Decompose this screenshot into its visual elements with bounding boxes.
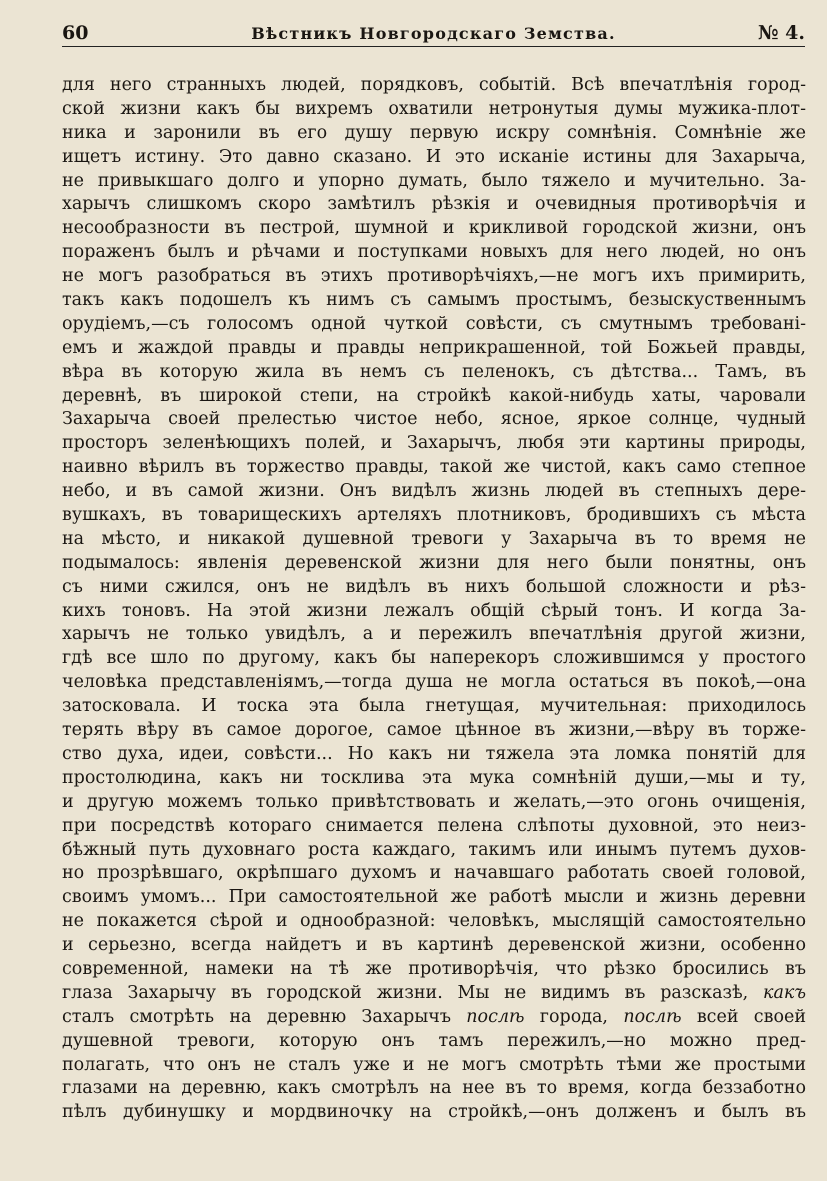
text-line: не покажется сѣрой и однообразной: человѣкъ, мыслящій самостоятельно (62, 911, 806, 932)
text-line: и другую можемъ только привѣтствовать и желать,—это огонь очищенія, (62, 791, 806, 812)
text-line: не могъ разобраться въ этихъ противорѣчіяхъ,—не могъ ихъ примирить, (62, 266, 806, 287)
text-line: несообразности въ пестрой, шумной и крикливой городской жизни, онъ (62, 218, 806, 239)
body-text (62, 74, 806, 1125)
text-line: бѣжный путь духовнаго роста каждаго, такимъ или инымъ путемъ духов- (62, 839, 806, 860)
page-number: 60 (62, 22, 89, 44)
text-line: но прозрѣвшаго, окрѣпшаго духомъ и начавшаго работать своей головой, (62, 863, 806, 884)
text-line: просторъ зеленѣющихъ полей, и Захарычъ, любя эти картины природы, (62, 433, 806, 454)
text-line: ищетъ истину. Это давно сказано. И это исканіе истины для Захарыча, (62, 146, 806, 167)
running-header (62, 18, 805, 48)
header-rule (62, 46, 805, 47)
text-line: терять вѣру въ самое дорогое, самое цѣнное въ жизни,—вѣру въ торже- (62, 720, 806, 741)
text-line: харычъ слишкомъ скоро замѣтилъ рѣзкія и очевидныя противорѣчія и (62, 194, 806, 215)
text-line: современной, намеки на тѣ же противорѣчія, что рѣзко бросились въ (62, 958, 806, 979)
text-line: затосковала. И тоска эта была гнетущая, мучительная: приходилось (62, 696, 806, 717)
text-line: деревнѣ, въ широкой степи, на стройкѣ какой-нибудь хаты, чаровали (62, 385, 806, 406)
text-line: кихъ тоновъ. На этой жизни лежалъ общій сѣрый тонъ. И когда За- (62, 600, 806, 621)
text-line: подымалось: явленія деревенской жизни для него были понятны, онъ (62, 552, 806, 573)
text-line: Захарыча своей прелестью чистое небо, ясное, яркое солнце, чудный (62, 409, 806, 430)
text-line: для него странныхъ людей, порядковъ, событій. Всѣ впечатлѣнія город- (62, 75, 806, 95)
text-line: своимъ умомъ... При самостоятельной же работѣ мысли и жизнь деревни (62, 887, 806, 908)
text-line: глазами на деревню, какъ смотрѣлъ на нее въ то время, когда беззаботно (62, 1078, 806, 1099)
text-line: такъ какъ подошелъ къ нимъ съ самымъ простымъ, безыскуственнымъ (62, 290, 806, 311)
text-line: наивно вѣрилъ въ торжество правды, такой же чистой, какъ само степное (62, 457, 806, 478)
text-line: полагать, что онъ не сталъ уже и не могъ смотрѣть тѣми же простыми (62, 1054, 806, 1075)
text-line: глаза Захарычу въ городской жизни. Мы не видимъ въ разсказѣ, какъ (62, 982, 806, 1003)
journal-title: Вѣстникъ Новгородскаго Земства. (251, 24, 616, 43)
text-line: ника и заронили въ его душу первую искру сомнѣнія. Сомнѣніе же (62, 122, 806, 143)
text-line: и серьезно, всегда найдетъ и въ картинѣ деревенской жизни, особенно (62, 935, 806, 956)
text-line: простолюдина, какъ ни тосклива эта мука сомнѣній души,—мы и ту, (62, 767, 806, 788)
text-line: емъ и жаждой правды и правды неприкрашенной, той Божьей правды, (62, 337, 806, 358)
text-line: харычъ не только увидѣлъ, а и пережилъ впечатлѣнія другой жизни, (62, 624, 806, 645)
text-line: съ ними сжился, онъ не видѣлъ въ нихъ большой сложности и рѣз- (62, 576, 806, 597)
text-line: вушкахъ, въ товарищескихъ артеляхъ плотниковъ, бродившихъ съ мѣста (62, 505, 806, 526)
text-line: сталъ смотрѣть на деревню Захарычъ послѣ города, послѣ всей своей (62, 1006, 806, 1027)
text-line: на мѣсто, и никакой душевной тревоги у Захарыча въ то время не (62, 528, 806, 549)
text-line: орудіемъ,—съ голосомъ одной чуткой совѣсти, съ смутнымъ требовані- (62, 313, 806, 334)
text-line: вѣра въ которую жила въ немъ съ пеленокъ, съ дѣтства... Тамъ, въ (62, 361, 806, 382)
issue-number: № 4. (757, 22, 805, 44)
text-line: при посредствѣ котораго снимается пелена слѣпоты духовной, это неиз- (62, 815, 806, 836)
text-line: человѣка представленіямъ,—тогда душа не могла остаться въ покоѣ,—она (62, 672, 806, 693)
text-line: не привыкшаго долго и упорно думать, было тяжело и мучительно. За- (62, 170, 806, 191)
text-line: ство духа, идеи, совѣсти... Но какъ ни тяжела эта ломка понятій для (62, 743, 806, 764)
text-line: пораженъ былъ и рѣчами и поступками новыхъ для него людей, но онъ (62, 242, 806, 263)
text-line: гдѣ все шло по другому, какъ бы наперекоръ сложившимся у простого (62, 648, 806, 669)
text-line: ской жизни какъ бы вихремъ охватили нетронутыя думы мужика-плот- (62, 98, 806, 119)
text-line: пѣлъ дубинушку и мордвиночку на стройкѣ,—онъ долженъ и былъ въ (62, 1102, 806, 1123)
text-line: душевной тревоги, которую онъ тамъ пережилъ,—но можно пред- (62, 1030, 806, 1051)
text-line: небо, и въ самой жизни. Онъ видѣлъ жизнь людей въ степныхъ дере- (62, 481, 806, 502)
